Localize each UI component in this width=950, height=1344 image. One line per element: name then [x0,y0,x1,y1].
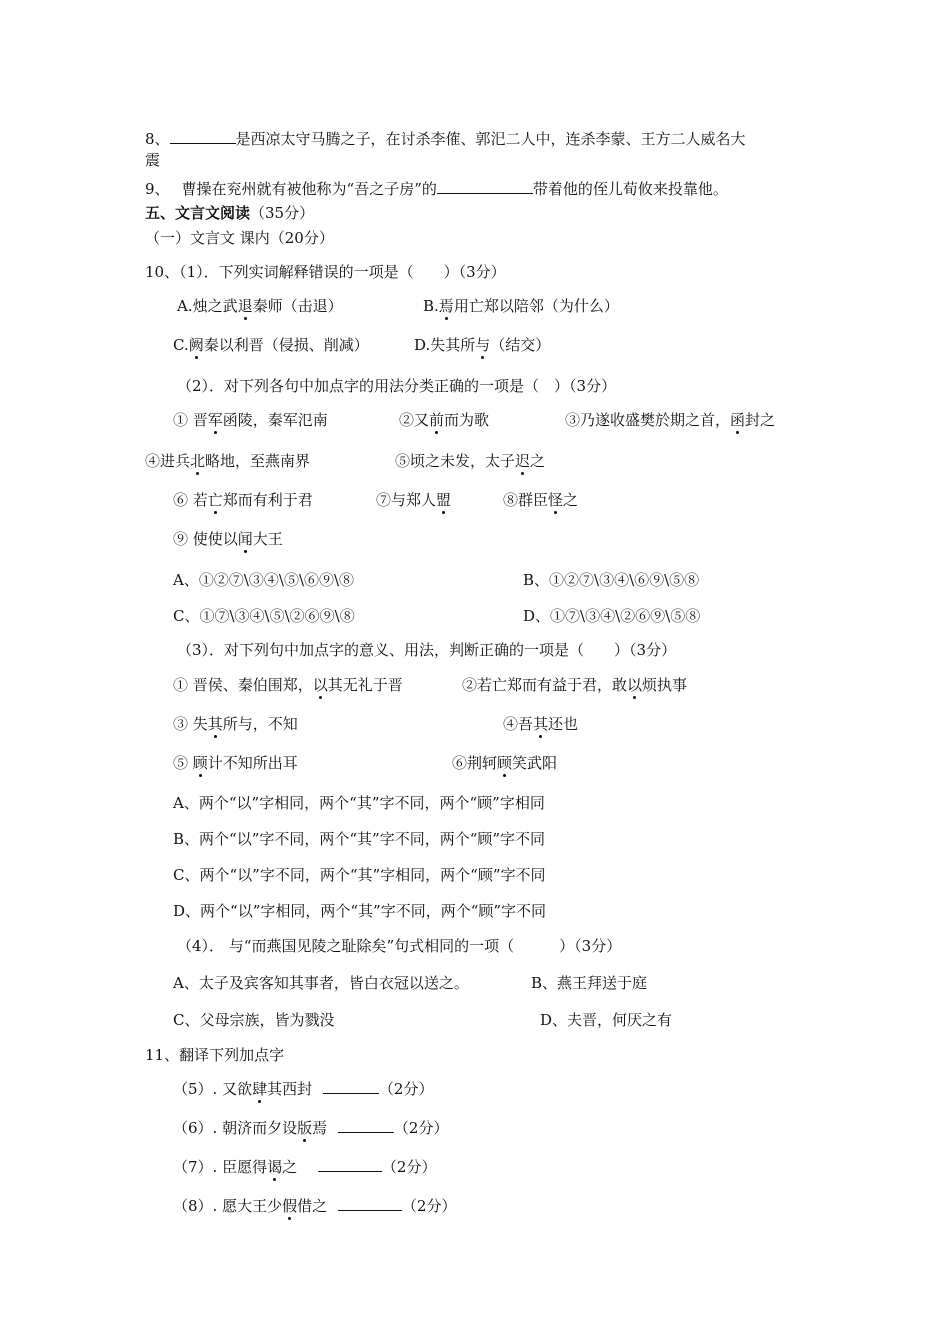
question-number: 8、 [145,130,170,148]
text-fragment: 还也 [548,715,579,733]
emphasis-dot-char: 其 [207,715,223,733]
emphasis-dot-char: 以 [627,676,643,694]
option-a: A、太子及宾客知其事者，皆白衣冠以送之。 [173,974,469,992]
text-fragment: ③ 失 [173,715,208,733]
emphasis-dot-char: 闻 [237,530,253,548]
text-fragment: 大王 [252,530,283,548]
sentence-5 [395,451,545,471]
question-10-part-4-stem: （4）． 与“而燕国见陵之耻除矣”句式相同的一项（ ）（3分） [177,937,622,955]
sentence-7 [376,490,451,510]
text-fragment: ②若亡郑而有益于君，敢 [462,676,628,694]
emphasis-dot-char: 北 [190,452,206,470]
option-c: C、两个“以”字不同，两个“其”字相同，两个“顾”字不同 [173,866,546,884]
text-fragment: 借之 [297,1197,328,1215]
translation-item-8 [173,1195,456,1216]
text-fragment: ① 晋 [173,411,208,429]
text-fragment: 封之 [745,411,776,429]
text-fragment: （7）. 臣愿得 [173,1158,268,1176]
question-8 [145,128,746,149]
text-fragment: （结交） [490,336,551,354]
sentence-4 [145,451,310,471]
question-8-continuation: 震 [145,151,161,169]
sentence-5 [173,753,298,773]
option-a: A、①②⑦\③④\⑤\⑥⑨\⑧ [173,571,355,589]
text-fragment: ④吾 [503,715,534,733]
text-fragment: 其西封 [267,1080,313,1098]
text-fragment: （6）. 朝济而夕设 [173,1119,298,1137]
text-fragment: ⑨ 使使以 [173,530,238,548]
text-fragment: A.烛之武 [177,297,238,315]
emphasis-dot-char: 假 [282,1197,298,1215]
emphasis-dot-char: 函 [730,411,746,429]
option-a: A、两个“以”字相同，两个“其”字不同，两个“顾”字相同 [173,794,545,812]
sentence-8 [503,490,578,510]
answer-blank [437,178,533,194]
translation-item-7 [173,1156,436,1177]
emphasis-dot-char: 前 [429,411,445,429]
answer-blank [318,1156,382,1172]
emphasis-dot-char: 顾 [497,754,513,772]
option-d: D、夫晋，何厌之有 [540,1011,673,1029]
answer-blank [338,1117,394,1133]
text-fragment: 用亡郑以陪邻（为什么） [453,297,619,315]
sentence-3 [173,714,298,734]
answer-blank [323,1078,379,1094]
option-b: B、两个“以”字不同，两个“其”字不同，两个“顾”字不同 [173,830,546,848]
text-fragment: 秦以利晋（侵损、削减） [203,336,369,354]
text-fragment: 函陵，秦军氾南 [222,411,328,429]
emphasis-dot-char: 怪 [548,491,564,509]
emphasis-dot-char: 亡 [207,491,223,509]
emphasis-dot-char: 肆 [252,1080,268,1098]
answer-blank [170,128,236,144]
option-d: D、①⑦\③④\②⑥⑨\⑤⑧ [523,607,701,625]
sentence-9 [173,529,283,549]
text-fragment: ②又 [399,411,430,429]
text-fragment: 之 [530,452,546,470]
subsection-heading: （一）文言文 课内（20分） [145,229,334,247]
text-fragment: ① 晋侯、秦伯围郑， [173,676,313,694]
text-fragment: 郑而有利于君 [222,491,313,509]
question-text: 曹操在兖州就有被他称为“吾之子房”的 [181,180,437,198]
text-fragment: 烦执事 [642,676,688,694]
text-fragment: ⑤ [173,754,193,772]
sentence-2 [462,675,687,695]
text-fragment: B. [423,297,439,315]
emphasis-dot-char: 盟 [436,491,452,509]
question-text: 带着他的侄儿荀攸来投靠他。 [532,180,728,198]
text-fragment: 其无礼于晋 [327,676,403,694]
emphasis-dot-char: 谒 [267,1158,283,1176]
answer-blank [338,1195,402,1211]
sentence-4 [503,714,578,734]
text-fragment: （5）. 又欲 [173,1080,253,1098]
item-score: （2分） [381,1158,437,1176]
text-fragment: 焉 [312,1119,328,1137]
question-10-part-2-stem: （2）．对下列各句中加点字的用法分类正确的一项是（ ）（3分） [177,377,617,395]
emphasis-dot-char: 迟 [515,452,531,470]
option-b: B、燕王拜送于庭 [531,974,648,992]
text-fragment: 之 [282,1158,298,1176]
section-heading [145,203,314,223]
emphasis-dot-char: 以 [312,676,328,694]
translation-item-6 [173,1117,448,1138]
text-fragment: C. [173,336,189,354]
text-fragment: ⑥荆轲 [452,754,498,772]
question-10-part-3-stem: （3）．对下列句中加点字的意义、用法，判断正确的一项是（ ）（3分） [177,641,677,659]
sentence-1 [173,410,328,430]
option-c: C、①⑦\③④\⑤\②⑥⑨\⑧ [173,607,355,625]
emphasis-dot-char: 与 [475,336,491,354]
emphasis-dot-char: 退 [237,297,253,315]
text-fragment: ③乃遂收盛樊於期之首， [565,411,731,429]
text-fragment: ⑧群臣 [503,491,549,509]
option-d: D、两个“以”字相同，两个“其”字不同，两个“顾”字不同 [173,902,547,920]
question-text: 是西凉太守马腾之子，在讨杀李傕、郭汜二人中，连杀李蒙、王方二人威名大 [235,130,746,148]
text-fragment: ⑥ 若 [173,491,208,509]
option-a [177,296,343,316]
option-b: B、①②⑦\③④\⑥⑨\⑤⑧ [523,571,700,589]
text-fragment: 秦师（击退） [252,297,343,315]
text-fragment: 所与，不知 [222,715,298,733]
sentence-3 [565,410,775,430]
option-d [414,335,550,355]
item-score: （2分） [378,1080,434,1098]
sentence-6 [452,753,557,773]
text-fragment: 略地，至燕南界 [205,452,311,470]
option-b [423,296,619,316]
question-number: 9、 [145,180,170,198]
emphasis-dot-char: 焉 [438,297,454,315]
text-fragment: 计不知所出耳 [207,754,298,772]
text-fragment: 之 [563,491,579,509]
sentence-1 [173,675,403,695]
option-c: C、父母宗族，皆为戮没 [173,1011,335,1029]
section-score: （35分） [250,204,315,222]
emphasis-dot-char: 阙 [188,336,204,354]
emphasis-dot-char: 军 [207,411,223,429]
translation-item-5 [173,1078,433,1099]
text-fragment: ⑤顷之未发，太子 [395,452,516,470]
text-fragment: （8）. 愿大王少 [173,1197,283,1215]
emphasis-dot-char: 其 [533,715,549,733]
text-fragment: ⑦与郑人 [376,491,437,509]
text-fragment: 笑武阳 [512,754,558,772]
question-9 [145,178,728,199]
question-10-part-1-stem: 10、（1）．下列实词解释错误的一项是（ ）（3分） [145,263,506,281]
section-title: 五、文言文阅读 [145,204,251,222]
item-score: （2分） [401,1197,457,1215]
question-11-stem: 11、翻译下列加点字 [145,1046,285,1064]
text-fragment: ④进兵 [145,452,191,470]
emphasis-dot-char: 版 [297,1119,313,1137]
item-score: （2分） [393,1119,449,1137]
emphasis-dot-char: 顾 [192,754,208,772]
option-c [173,335,369,355]
sentence-6 [173,490,313,510]
sentence-2 [399,410,489,430]
text-fragment: D.失其所 [414,336,476,354]
text-fragment: 而为歌 [444,411,490,429]
